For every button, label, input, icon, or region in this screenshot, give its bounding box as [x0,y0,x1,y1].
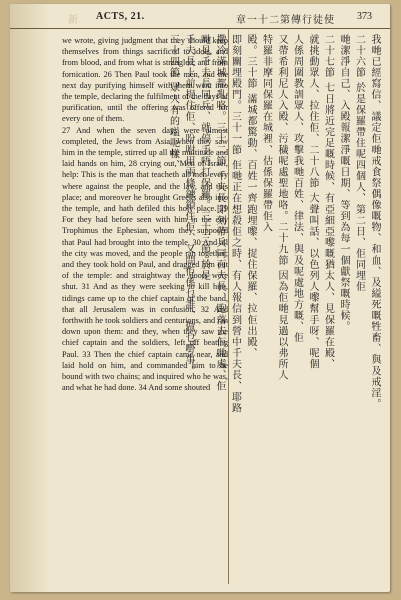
page-number: 373 [357,11,372,22]
chinese-column: 就挑動眾人、拉住佢、二十八節 大聲叫話、以色列人嚟幫手呀、呢個 [307,34,318,370]
chinese-column: 哋見千夫長同兵、就停手唔打保羅。三十三節 於是 [198,34,210,282]
chinese-column: 特羅非摩同保羅在城裡、估係保羅帶佢入 [260,34,272,233]
chinese-column: 撒冷滿城都亂咯。三十二節 千夫長即刻帶兵同百夫長、跑落去佢哋處、佢 [214,34,225,392]
chinese-text-columns [167,34,382,584]
book-page [10,4,390,592]
chinese-column: 哋潔淨自己、入殿報潔淨嘅日期、等到為每一個獻祭嘅時候。 [338,34,349,333]
page-gutter-shade [10,4,50,592]
chinese-column: 二十七節 七日將近完足嘅時候、有亞細亞嚟嘅猶太人、見保羅在殿、 [322,34,334,370]
page-header [10,4,390,29]
chinese-chapter-title: 章一十二第傳行徒使 [236,15,335,26]
chinese-column: 即刻關埋殿門。三十一節 佢哋正在想殺佢之時、有人報信到營中千夫長、耶路 [229,34,241,414]
chinese-column: 二十六節 於是保羅帶住呢四個人、第二日、佢同埋佢 [353,34,365,293]
chinese-column: 又帶希利尼人入殿、污穢呢處聖地咯。二十九節 因為佢哋見過以弗所人 [276,34,287,381]
chapter-reference: ACTS, 21. [96,11,145,22]
chinese-column: 我哋已經寫信、議定佢哋戒食祭偶像嘅物、和血、及縊死嘅牲畜、與及戒淫。 [369,34,380,410]
bleed-through-text: 新 [68,15,80,26]
chinese-column: 千夫長上前捉住佢、吩咐用兩條鍊鎖住佢、又問佢係乜誰、做乜嘢事。 [183,34,194,377]
chinese-column: 三十四節 眾人有的嗌呢樣、 [167,34,179,171]
chinese-column: 人係周圍教訓眾人、攻擊我哋百姓、律法、與及呢處地方嘅、佢 [291,34,303,344]
english-text-column: we wrote, giving judgment that they should keep themselves from things sacrificed to idols, and from blood, and from what is strangled, and from fornication. 26 Then Paul took the men, and the next day purifying himself with them went into the temple, declaring the fulfilment of the days of purification, until the offering was offered for every one of them. 27 And when the seven days were almost completed, the Jews from Asia, when they saw him in the temple, stirred up all the multitude and laid hands on him, 28 crying out, Men of Israel, help: This is the man that teacheth all men every where against the people, and the law, and this place; and moreover he brought Greeks also into the temple, and hath defiled this holy place. 29 For they had before seen with him in the city Trophimus the Ephesian, whom they supposed that Paul had brought into the temple. 30 And all the city was moved, and the people ran together; and they took hold on Paul, and dragged him out of the temple: and straightway the doors were shut. 31 And as they were seeking to kill him, tidings came up to the chief captain of the band, that all Jerusalem was in confusion. 32 And forthwith he took soldiers and centurions, and ran down upon them: and they, when they saw the chief captain and the soldiers, left off beating Paul. 33 Then the chief captain came near, and laid hold on him, and commanded him to be bound with two chains; and inquired who he was, and what he had done. 34 And some shouted [62,36,228,393]
chinese-column: 殿。三十節 滿城都驚動、百姓一齊跑埋嚟、捉住保羅、拉佢出殿、 [245,34,256,359]
